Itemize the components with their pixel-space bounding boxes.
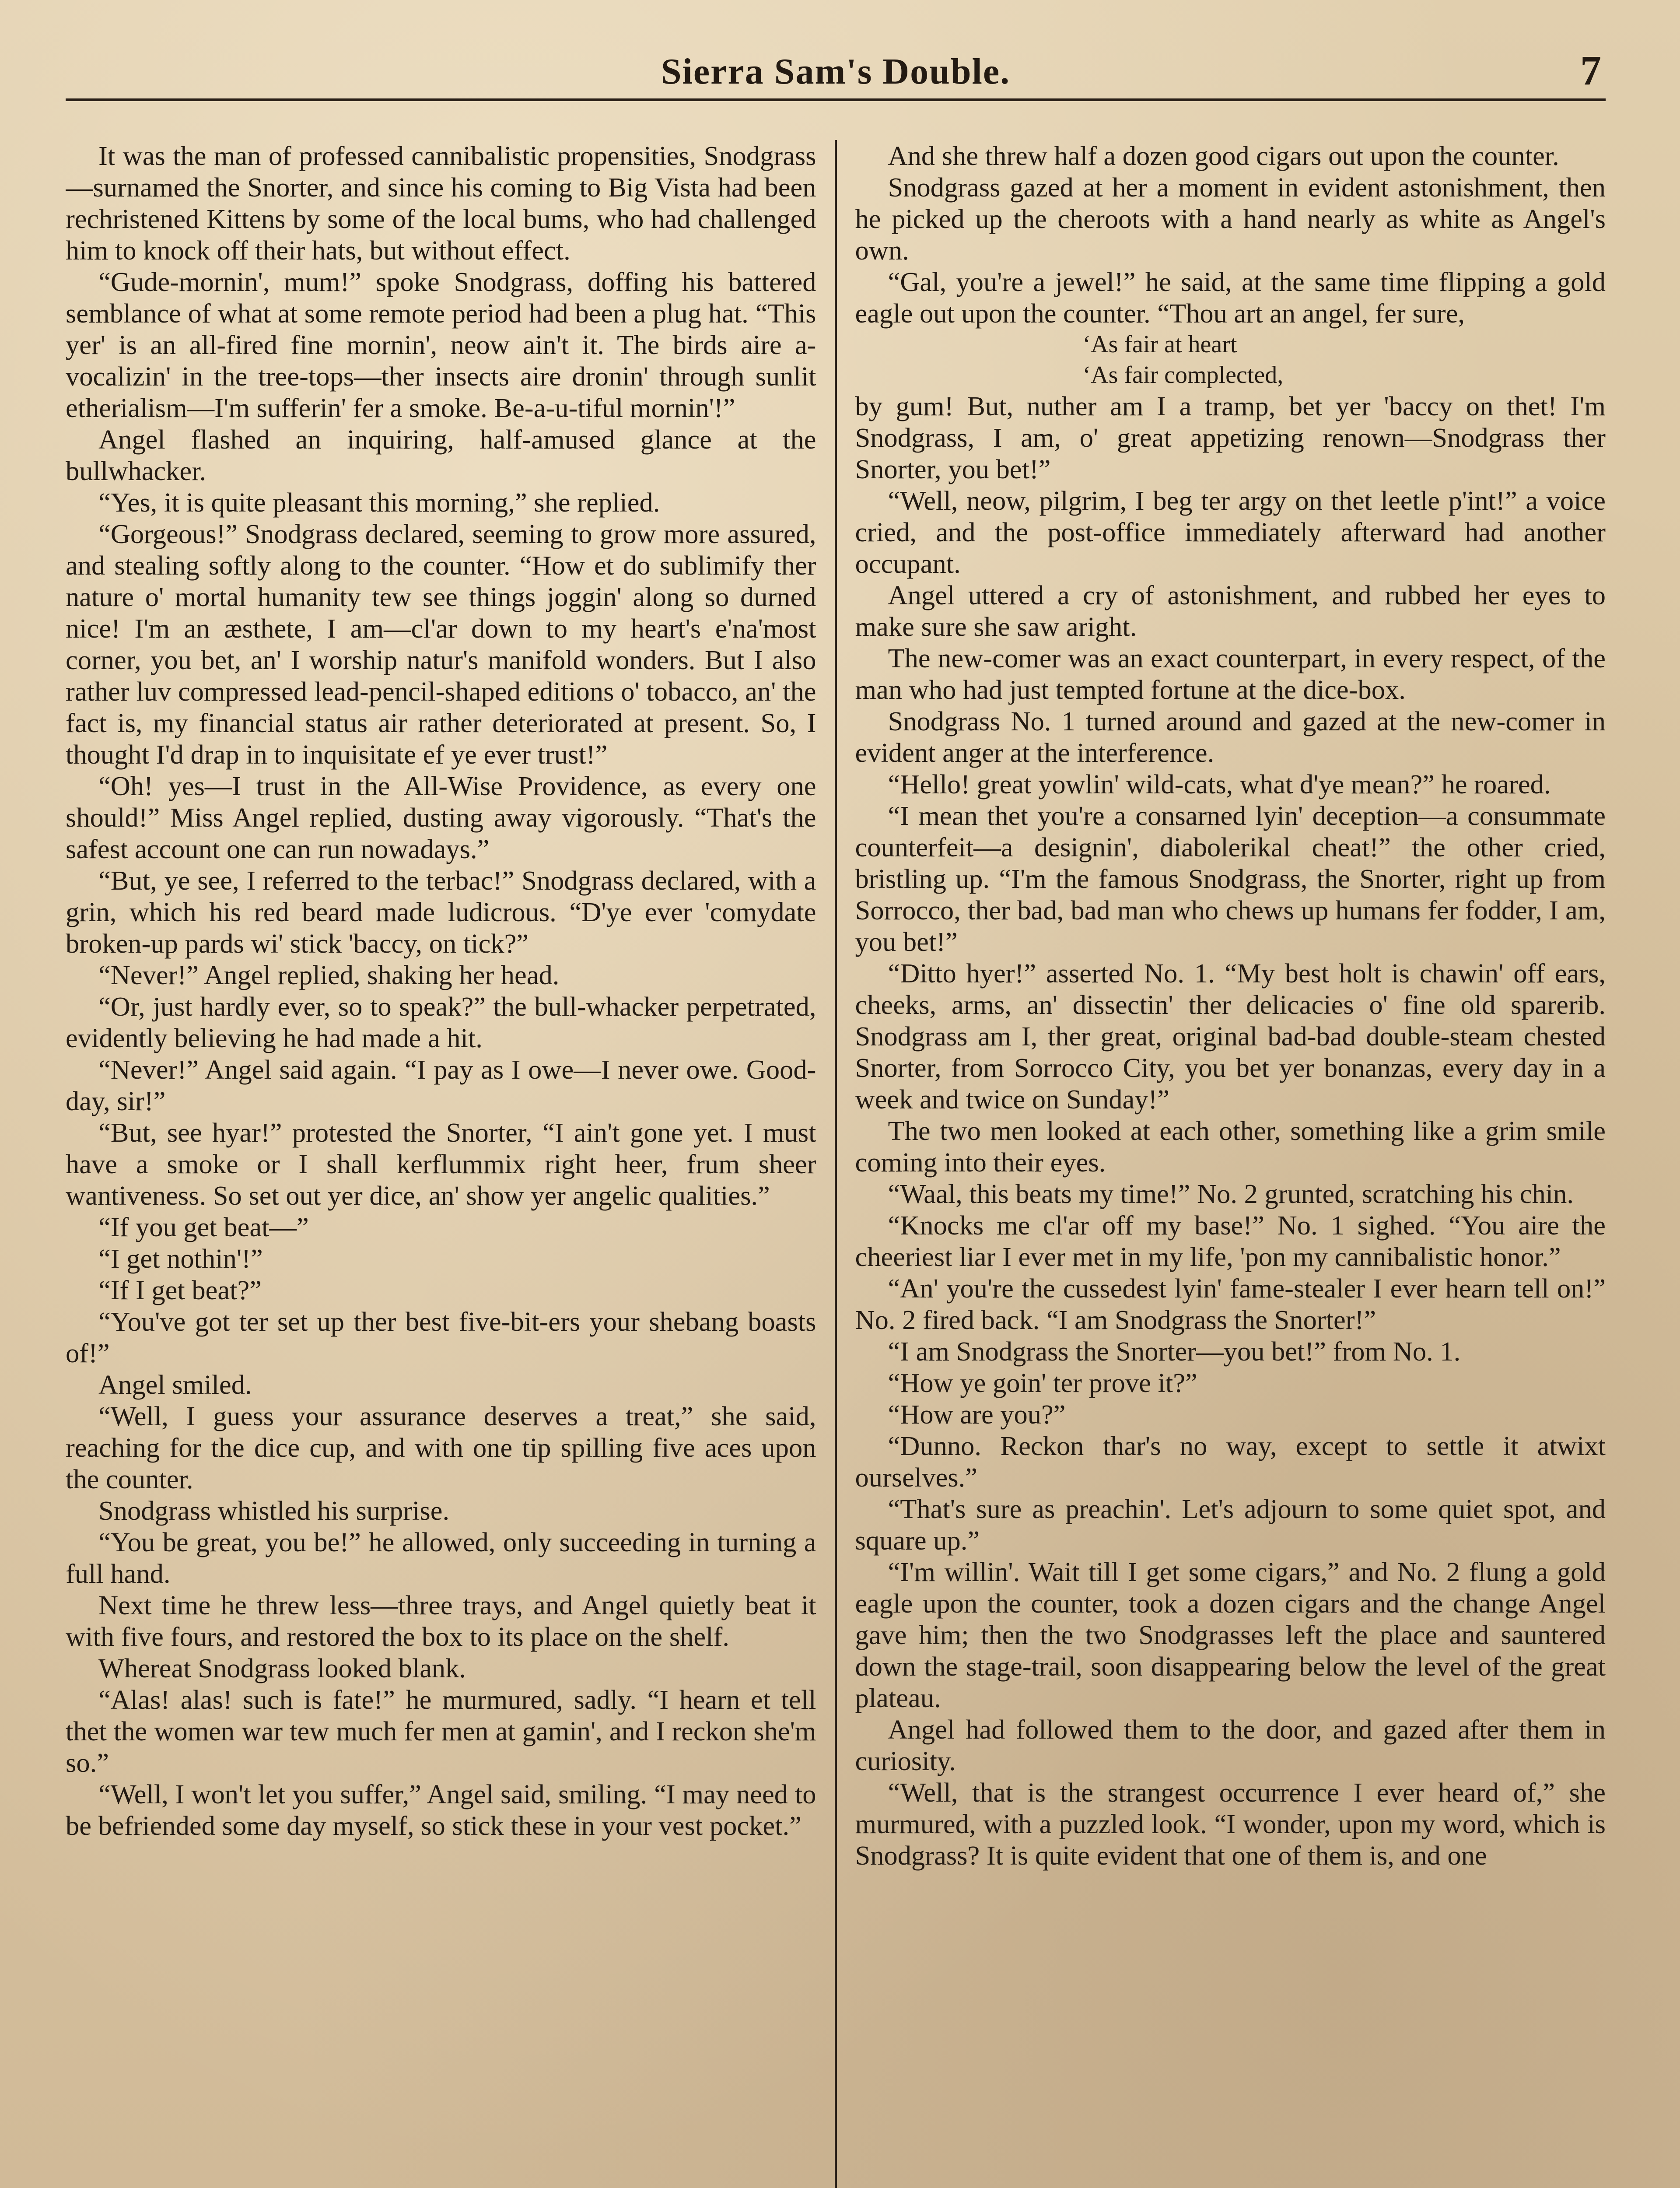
paragraph: It was the man of professed cannibalistic propensities, Snodgrass—surnamed the Snorter, and since his coming to Big Vista had been rechristened Kittens by some of the local bums, who had challenged him to knock off their hats, but without effect. (66, 140, 816, 266)
paragraph: “How are you?” (888, 1399, 1066, 1430)
paragraph: “Dunno. Reckon thar's no way, except to settle it atwixt ourselves.” (855, 1431, 1606, 1493)
paragraph: “How ye goin' ter prove it?” (888, 1368, 1197, 1398)
paragraph: Whereat Snodgrass looked blank. (98, 1653, 466, 1683)
paragraph: Next time he threw less—three trays, and Angel quietly beat it with five fours, and restored the box to its place on the shelf. (66, 1590, 816, 1652)
paragraph: “But, ye see, I referred to the terbac!” Snodgrass declared, with a grin, which his red beard made ludicrous. “D'ye ever 'comydate broken-up pards wi' stick 'baccy, on tick?” (66, 865, 816, 959)
paragraph: “Or, just hardly ever, so to speak?” the bull-whacker perpetrated, evidently believing he had made a hit. (66, 991, 816, 1053)
paragraph: “I'm willin'. Wait till I get some cigars,” and No. 2 flung a gold eagle upon the counter, took a dozen cigars and the change Angel gave him; then the two Snodgrasses left the place and sauntered down the stage-trail, soon disappearing below the level of the great plateau. (855, 1557, 1606, 1713)
paragraph: “Gude-mornin', mum!” spoke Snodgrass, doffing his battered semblance of what at some remote period had been a plug hat. “This yer' is an all-fired fine mornin', neow ain't it. The birds aire a-vocalizin' in the tree-tops—ther insects aire dronin' through sunlit etherialism—I'm sufferin' fer a smoke. Be-a-u-tiful mornin'!” (66, 266, 816, 423)
paragraph: “If you get beat—” (98, 1212, 309, 1242)
paragraph: “Ditto hyer!” asserted No. 1. “My best holt is chawin' off ears, cheeks, arms, an' dissectin' ther delicacies o' fine old sparerib. Snodgrass am I, ther great, original bad-bad double-steam chested Snorter, from Sorrocco City, you bet yer bonanzas, every day in a week and twice on Sunday!” (855, 958, 1606, 1115)
paragraph: Snodgrass No. 1 turned around and gazed at the new-comer in evident anger at the interference. (855, 706, 1606, 768)
left-column (66, 140, 835, 2188)
paragraph: “Alas! alas! such is fate!” he murmured, sadly. “I hearn et tell thet the women war tew much fer men at gamin', and I reckon she'm so.” (66, 1684, 816, 1778)
paragraph: “An' you're the cussedest lyin' fame-stealer I ever hearn tell on!” No. 2 fired back. “I am Snodgrass the Snorter!” (855, 1273, 1606, 1335)
paragraph: “Never!” Angel replied, shaking her head. (98, 960, 560, 990)
paragraph: “Well, I guess your assurance deserves a treat,” she said, reaching for the dice cup, and with one tip spilling five aces upon the counter. (66, 1401, 816, 1494)
paragraph: “Waal, this beats my time!” No. 2 grunted, scratching his chin. (888, 1178, 1574, 1209)
paragraph: “Yes, it is quite pleasant this morning,” she replied. (98, 487, 660, 518)
paragraph: “If I get beat?” (98, 1275, 262, 1305)
text-columns (66, 140, 1606, 2188)
paragraph: “Gorgeous!” Snodgrass declared, seeming to grow more assured, and stealing softly along to the counter. “How et do sublimify ther nature o' mortal humanity tew see things joggin' along so durned nice! I'm an æsthete, I am—cl'ar down to my heart's e'na'most corner, you bet, an' I worship natur's manifold wonders. But I also rather luv compressed lead-pencil-shaped editions o' tobacco, an' the fact is, my financial status air rather deteriorated at present. So, I thought I'd drap in to inquisitate ef ye ever trust!” (66, 519, 816, 770)
paragraph: ‘As fair at heart (1082, 331, 1237, 358)
paragraph: by gum! But, nuther am I a tramp, bet yer 'baccy on thet! I'm Snodgrass, I am, o' great appetizing renown—Snodgrass ther Snorter, you bet!” (855, 391, 1606, 484)
paragraph: Snodgrass whistled his surprise. (98, 1495, 450, 1526)
paragraph: Angel had followed them to the door, and gazed after them in curiosity. (855, 1714, 1606, 1776)
paragraph: “Hello! great yowlin' wild-cats, what d'ye mean?” he roared. (888, 769, 1551, 799)
paragraph: “Gal, you're a jewel!” he said, at the same time flipping a gold eagle out upon the counter. “Thou art an angel, fer sure, (855, 266, 1606, 329)
paragraph: “Well, neow, pilgrim, I beg ter argy on thet leetle p'int!” a voice cried, and the post-office immediately afterward had another occupant. (855, 485, 1606, 579)
paragraph: “But, see hyar!” protested the Snorter, “I ain't gone yet. I must have a smoke or I shall kerflummix right heer, frum sheer wantiveness. So set out yer dice, an' show yer angelic qualities.” (66, 1117, 816, 1211)
paragraph: “Knocks me cl'ar off my base!” No. 1 sighed. “You aire the cheeriest liar I ever met in my life, 'pon my cannibalistic honor.” (855, 1210, 1606, 1272)
right-column (837, 140, 1606, 2188)
paragraph: “I am Snodgrass the Snorter—you bet!” from No. 1. (888, 1336, 1461, 1367)
paragraph: Snodgrass gazed at her a moment in evident astonishment, then he picked up the cheroots with a hand nearly as white as Angel's own. (855, 172, 1606, 266)
paragraph: “Well, I won't let you suffer,” Angel said, smiling. “I may need to be befriended some day myself, so stick these in your vest pocket.” (66, 1779, 816, 1841)
page-number: 7 (1580, 47, 1601, 94)
paragraph: “That's sure as preachin'. Let's adjourn to some quiet spot, and square up.” (855, 1494, 1606, 1556)
paragraph: “I mean thet you're a consarned lyin' deception—a consummate counterfeit—a designin', diabolerikal cheat!” the other cried, bristling up. “I'm the famous Snodgrass, the Snorter, right up from Sorrocco, ther bad, bad man who chews up humans fer fodder, I am, you bet!” (855, 800, 1606, 957)
paragraph: “You've got ter set up ther best five-bit-ers your shebang boasts of!” (66, 1306, 816, 1368)
page-header (66, 42, 1606, 101)
paragraph: “You be great, you be!” he allowed, only succeeding in turning a full hand. (66, 1527, 816, 1589)
paragraph: “I get nothin'!” (98, 1243, 263, 1274)
paragraph: Angel smiled. (98, 1369, 252, 1400)
paragraph: ‘As fair complected, (1082, 361, 1284, 389)
paragraph: Angel flashed an inquiring, half-amused glance at the bullwhacker. (66, 424, 816, 486)
paragraph: Angel uttered a cry of astonishment, and rubbed her eyes to make sure she saw aright. (855, 580, 1606, 642)
running-title: Sierra Sam's Double. (661, 51, 1011, 92)
paragraph: “Never!” Angel said again. “I pay as I owe—I never owe. Good-day, sir!” (66, 1054, 816, 1116)
paragraph: “Well, that is the strangest occurrence I ever heard of,” she murmured, with a puzzled look. “I wonder, upon my word, which is Snodgrass? It is quite evident that one of them is, and one (855, 1777, 1606, 1871)
paragraph: The new-comer was an exact counterpart, in every respect, of the man who had just tempted fortune at the dice-box. (855, 643, 1606, 705)
paragraph: The two men looked at each other, something like a grim smile coming into their eyes. (855, 1115, 1606, 1178)
paragraph: And she threw half a dozen good cigars out upon the counter. (888, 140, 1559, 171)
paragraph: “Oh! yes—I trust in the All-Wise Providence, as every one should!” Miss Angel replied, dusting away vigorously. “That's the safest account one can run nowadays.” (66, 771, 816, 864)
